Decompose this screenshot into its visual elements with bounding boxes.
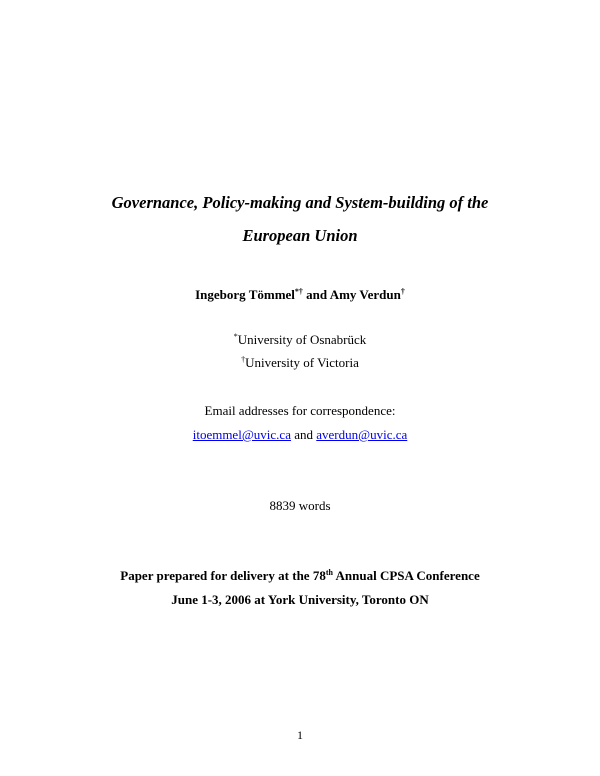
word-count: 8839 words	[269, 498, 331, 513]
conference-ordinal-suffix: th	[325, 568, 333, 577]
affiliation-1-mark: *	[233, 332, 238, 341]
affiliation-2-name: University of Victoria	[245, 355, 359, 370]
affiliation-1-name: University of Osnabrück	[237, 332, 367, 347]
paper-title-line-1: Governance, Policy-making and System-building of the	[111, 193, 489, 212]
email-link-verdun[interactable]: averdun@uvic.ca	[316, 427, 408, 442]
author-2-affiliation-mark: †	[400, 287, 405, 296]
conference-line-1	[0, 569, 600, 582]
paper-title-line-2: European Union	[242, 226, 358, 245]
conference-line-1-start: Paper prepared for delivery at the 78	[120, 568, 326, 583]
conference-line-2: June 1-3, 2006 at York University, Toronto ON	[171, 592, 429, 607]
conference-line-1-end: Annual CPSA Conference	[335, 568, 480, 583]
affiliation-1	[0, 333, 600, 346]
author-1-affiliation-mark: *†	[294, 287, 303, 296]
page-number: 1	[297, 728, 303, 742]
author-1-name: Ingeborg Tömmel	[195, 287, 295, 302]
author-line	[0, 288, 600, 301]
correspondence-label: Email addresses for correspondence:	[204, 403, 396, 418]
affiliation-2-mark: †	[241, 355, 246, 364]
correspondence-emails	[0, 428, 600, 441]
author-connector: and	[306, 287, 328, 302]
email-connector: and	[294, 427, 313, 442]
email-link-tommel[interactable]: itoemmel@uvic.ca	[192, 427, 291, 442]
author-2-name: Amy Verdun	[329, 287, 401, 302]
affiliation-2	[0, 356, 600, 369]
